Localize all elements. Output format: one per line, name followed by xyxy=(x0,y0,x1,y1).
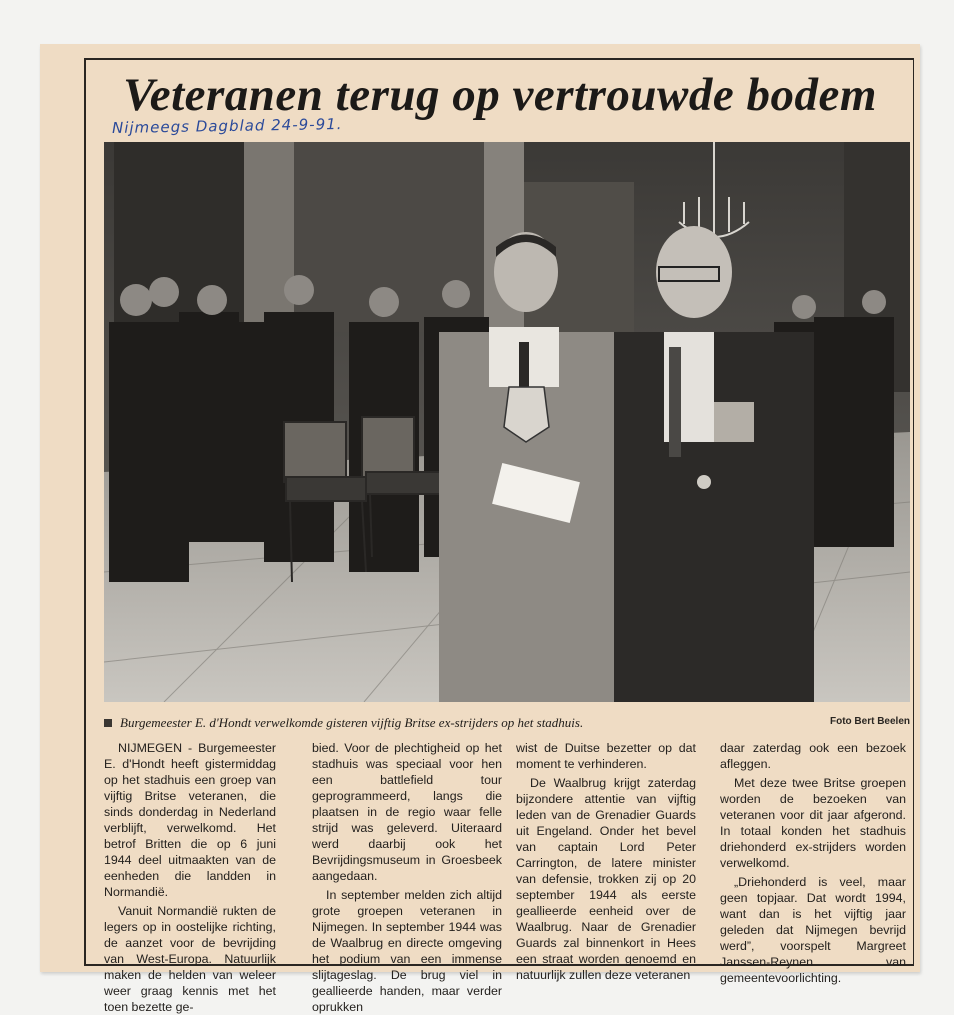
paragraph: „Driehonderd is veel, maar geen topjaar. Dat wordt 1994, want dan is het vijftig jaar geleden dat Nijmegen bevrijd werd”, voorspelt Margreet Janssen-Reynen van gemeentevoorlichting. xyxy=(720,875,906,985)
photo-credit: Foto Bert Beelen xyxy=(829,716,910,727)
article-photo xyxy=(104,142,910,702)
paragraph: De Waalbrug krijgt zaterdag bijzondere attentie van vijftig leden van de Grenadier Guards uit Engeland. Onder het bevel van captain Lord Peter Carrington, de latere minister van defensie, trokken zij op 20 september 1944 als eerste geallieerde eenheid over de Waalbrug. Naar de Grenadier Guards zal binnenkort in Hees een straat worden genoemd en natuurlijk zullen deze veteranen xyxy=(516,776,696,982)
paragraph: In september melden zich altijd grote groepen veteranen in Nijmegen. In september 1944 was de Waalbrug en directe omgeving het podium van een immense slijtageslag. De brug viel in geallieerde handen, maar verder oprukken xyxy=(312,888,502,1014)
article-column-4 xyxy=(720,740,906,986)
photo-caption xyxy=(104,715,910,733)
paragraph: Vanuit Normandië rukten de legers op in oostelijke richting, de aanzet voor de bevrijding van West-Europa. Natuurlijk maken de helden van weleer weer graag kennis met het toen bezette ge- xyxy=(104,904,276,1014)
paragraph: NIJMEGEN - Burgemeester E. d'Hondt heeft gistermiddag op het stadhuis een groep van vijftig Britse veteranen, die sinds donderdag in Nederland verblijft, verwelkomd. Het betrof Britten die op 6 juni 1944 deel uitmaakten van de eenheden die landden in Normandië. xyxy=(104,741,276,899)
photo-illustration xyxy=(104,142,910,702)
paragraph: wist de Duitse bezetter op dat moment te verhinderen. xyxy=(516,741,696,771)
article-headline: Veteranen terug op vertrouwde bodem xyxy=(123,69,877,121)
caption-text: Burgemeester E. d'Hondt verwelkomde gisteren vijftig Britse ex-strijders op het stadhuis. xyxy=(120,715,584,730)
article-column-2 xyxy=(312,740,502,1015)
article-column-3 xyxy=(516,740,696,983)
caption-bullet xyxy=(104,719,112,727)
paragraph: Met deze twee Britse groepen worden de bezoeken van veteranen voor dit jaar afgerond. In totaal konden het stadhuis driehonderd ex-strijders worden verwelkomd. xyxy=(720,776,906,870)
handwritten-source-note: Nijmeegs Dagblad 24-9-91. xyxy=(111,114,343,138)
paragraph: daar zaterdag ook een bezoek afleggen. xyxy=(720,741,906,771)
article-column-1 xyxy=(104,740,276,1015)
paragraph: bied. Voor de plechtigheid op het stadhuis was speciaal voor hen een battlefield tour geprogrammeerd, langs die plaatsen in de regio waar felle strijd was geleverd. Uiteraard werd daarbij ook het Bevrijdingsmuseum in Groesbeek aangedaan. xyxy=(312,741,502,883)
